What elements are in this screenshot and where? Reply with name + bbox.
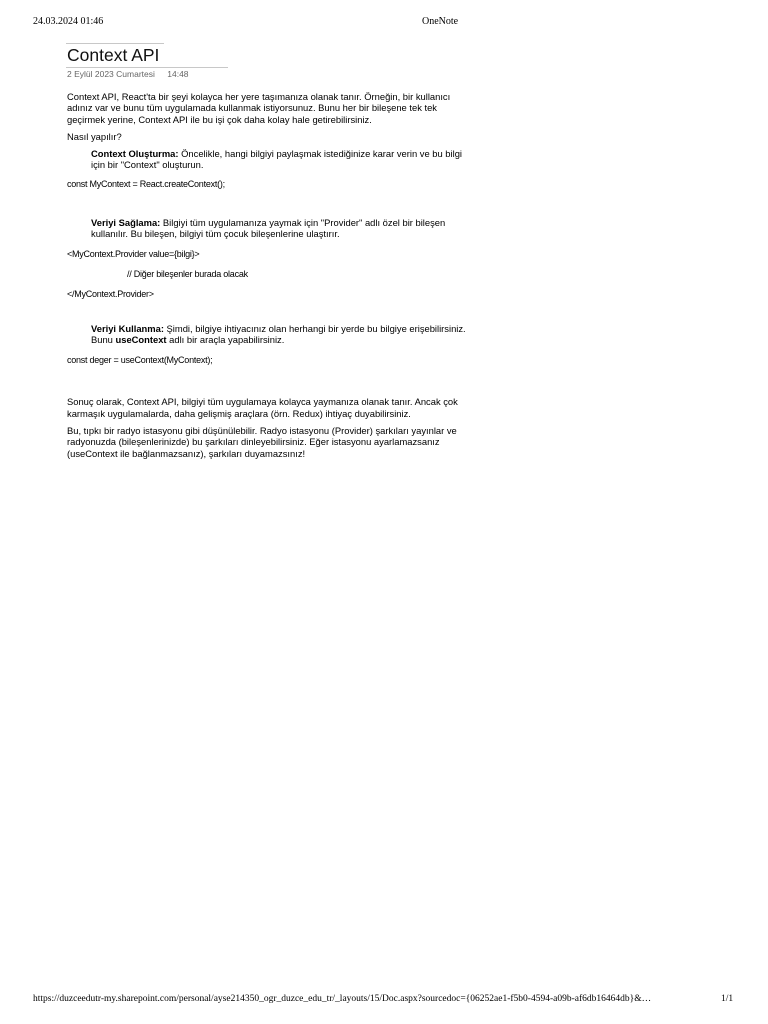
step-2-code-line-2: // Diğer bileşenler burada olacak xyxy=(127,269,248,280)
page-meta xyxy=(67,69,189,79)
step-3-text-before: Şimdi, bilgiye ihtiyacınız olan herhangi bir yerde bu bilgiye erişebilirsiniz. Bunu xyxy=(91,322,466,346)
step-2-code-line-3: </MyContext.Provider> xyxy=(67,289,154,300)
step-3-title: Veriyi Kullanma: xyxy=(91,322,164,334)
step-3-text-after: adlı bir araçla yapabilirsiniz. xyxy=(166,334,285,346)
step-2-text: Bilgiyi tüm uygulamanıza yaymak için "Provider" adlı özel bir bileşen kullanılır. Bu bileşen, bilgiyi tüm çocuk bileşenlerine ulaştırır. xyxy=(91,216,446,240)
print-header xyxy=(0,16,768,30)
step-2-code-line-1: <MyContext.Provider value={bilgi}> xyxy=(67,248,200,259)
print-page-count: 1/1 xyxy=(721,994,734,1004)
intro-paragraph: Context API, React'ta bir şeyi kolayca her yere taşımanıza olanak tanır. Örneğin, bir kullanıcı adınız var ve bunu tüm uygulamada kullanmak istiyorsunuz. Bunu her bir bileşene tek tek geçirmek yerine, Context API ile bu işi çok daha kolay hale getirebilirsiniz. xyxy=(67,91,451,125)
note-content xyxy=(67,91,467,459)
analogy-paragraph: Bu, tıpkı bir radyo istasyonu gibi düşünülebilir. Radyo istasyonu (Provider) şarkıları yayınlar ve radyonuzda (bileşenlerinizde) bu şarkıları dinleyebilirsiniz. Eğer istasyonu ayarlamazsanız (useContext ile bağlanmazsanız), şarkıları duyamazsınız! xyxy=(67,424,457,459)
page-time: 14:48 xyxy=(167,69,189,79)
step-3-keyword: useContext xyxy=(115,334,167,346)
page-date: 2 Eylül 2023 Cumartesi xyxy=(67,69,155,79)
step-1-title: Context Oluşturma: xyxy=(91,147,179,159)
title-rule-top xyxy=(66,43,164,44)
print-url: https://duzceedutr-my.sharepoint.com/personal/ayse214350_ogr_duzce_edu_tr/_layouts/15/Doc.aspx?sourcedoc={06252ae1-f5b0-4594-a09b-af6db16464db}&… xyxy=(33,994,652,1004)
page-title: Context API xyxy=(67,45,160,65)
page-title-block xyxy=(66,43,228,68)
how-label: Nasıl yapılır? xyxy=(67,131,122,143)
step-3 xyxy=(91,323,467,346)
step-1-code-line: const MyContext = React.createContext(); xyxy=(67,179,225,190)
step-2-title: Veriyi Sağlama: xyxy=(91,216,161,228)
step-3-code-line: const deger = useContext(MyContext); xyxy=(67,354,213,365)
print-app-name: OneNote xyxy=(422,16,459,27)
title-rule-bottom xyxy=(66,67,228,68)
print-datetime: 24.03.2024 01:46 xyxy=(33,16,104,27)
print-footer xyxy=(0,994,768,1008)
step-1-text: Öncelikle, hangi bilgiyi paylaşmak istediğinize karar verin ve bu bilgi için bir "Context" oluşturun. xyxy=(91,147,462,171)
conclusion-paragraph: Sonuç olarak, Context API, bilgiyi tüm uygulamaya kolayca yaymanıza olanak tanır. Ancak çok karmaşık uygulamalarda, daha gelişmiş araçlara (örn. Redux) ihtiyaç duyabilirsiniz. xyxy=(67,396,458,419)
step-1 xyxy=(91,148,467,171)
step-2 xyxy=(91,217,467,240)
